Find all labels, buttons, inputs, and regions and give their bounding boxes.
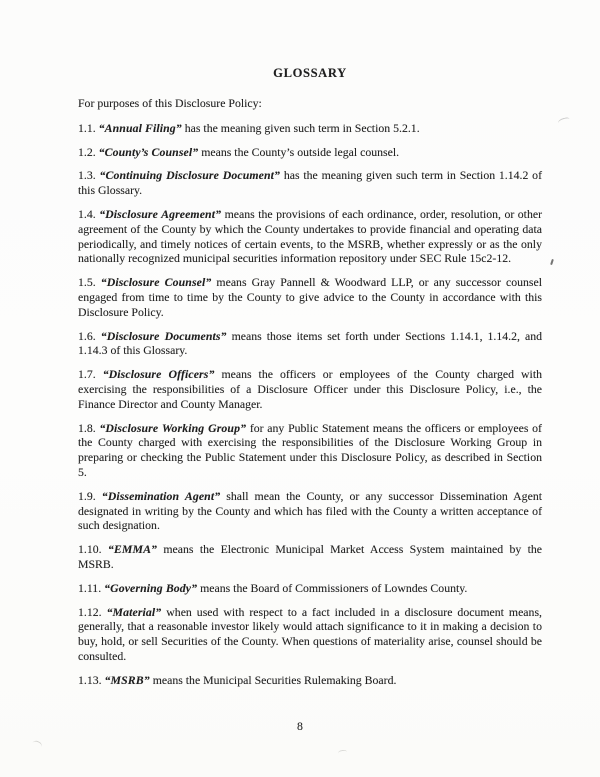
- entry-number: 1.3.: [78, 168, 96, 183]
- entry-term: “County’s Counsel”: [98, 144, 199, 159]
- entry-definition: for any Public Statement means the officers or employees of the County charged with exercising the responsibilities of the Disclosure Working Group in preparing or checking the Public Statement under this Disclosure Policy, as described in Section 5.: [78, 420, 542, 479]
- scan-artifact: [557, 117, 570, 127]
- entry-number: 1.5.: [78, 275, 96, 290]
- entry-term: “Disclosure Working Group”: [99, 420, 247, 435]
- entry-term: “Material”: [106, 604, 162, 619]
- entry-definition: means the County’s outside legal counsel.: [201, 144, 400, 159]
- entry-definition: means the Electronic Municipal Market Access System maintained by the MSRB.: [78, 542, 542, 571]
- entry-term: “Disclosure Agreement”: [99, 206, 222, 221]
- entry-term: “EMMA”: [107, 542, 158, 557]
- glossary-entry: [78, 121, 542, 136]
- glossary-entry: [78, 673, 542, 688]
- entry-definition: means those items set forth under Sections 1.14.1, 1.14.2, and 1.14.3 of this Glossary.: [78, 328, 543, 358]
- entry-number: 1.7.: [78, 367, 96, 382]
- scan-artifact: [550, 259, 554, 265]
- entry-number: 1.10.: [78, 542, 102, 557]
- entry-definition: when used with respect to a fact included in a disclosure document means, generally, that a reasonable investor likely would attach significance to it in making a decision to buy, hold, or sell Securities of the County. When questions of materiality arise, counsel should be consulted.: [78, 604, 542, 663]
- glossary-entries: [78, 121, 542, 688]
- entry-number: 1.6.: [78, 328, 96, 343]
- entry-number: 1.1.: [78, 120, 96, 135]
- glossary-entry: [78, 275, 542, 319]
- entry-number: 1.8.: [78, 420, 96, 435]
- entry-definition: means the Municipal Securities Rulemaking Board.: [152, 672, 397, 687]
- entry-number: 1.11.: [78, 580, 102, 595]
- entry-definition: means the Board of Commissioners of Lowndes County.: [200, 580, 468, 595]
- entry-term: “Dissemination Agent”: [101, 488, 221, 503]
- entry-number: 1.13.: [78, 672, 102, 687]
- entry-term: “Governing Body”: [104, 580, 198, 595]
- scan-artifact: [31, 739, 43, 750]
- scan-artifact: [338, 749, 348, 755]
- entry-term: “MSRB”: [104, 672, 150, 687]
- glossary-entry: [78, 605, 542, 664]
- glossary-entry: [78, 329, 542, 359]
- glossary-entry: [78, 367, 542, 411]
- page-title: GLOSSARY: [273, 66, 347, 80]
- entry-number: 1.4.: [78, 206, 96, 221]
- intro-text: For purposes of this Disclosure Policy:: [78, 96, 262, 110]
- glossary-entry: [78, 489, 542, 533]
- entry-term: “Disclosure Officers”: [102, 367, 215, 382]
- entry-definition: means the officers or employees of the County charged with exercising the responsibilities of a Disclosure Officer under this Disclosure Policy, i.e., the Finance Director and County Manager.: [78, 367, 542, 411]
- entry-definition: means Gray Pannell & Woodward LLP, or any successor counsel engaged from time to time by the County to give advice to the County in accordance with this Disclosure Policy.: [78, 275, 542, 319]
- entry-definition: means the provisions of each ordinance, order, resolution, or other agreement of the County by which the County undertakes to provide financial and operating data periodically, and timely notices of certain events, to the MSRB, whether expressly or as the only nationally recognized municipal securities information repository under SEC Rule 15c2-12.: [78, 206, 543, 266]
- entry-term: “Disclosure Documents”: [100, 328, 227, 343]
- entry-definition: has the meaning given such term in Section 5.2.1.: [184, 120, 420, 135]
- entry-definition: shall mean the County, or any successor Dissemination Agent designated in writing by the County and which has filed with the County a written acceptance of such designation.: [78, 488, 542, 533]
- entry-term: “Annual Filing”: [98, 120, 182, 135]
- glossary-entry: [78, 542, 542, 572]
- entry-number: 1.2.: [78, 144, 96, 159]
- glossary-entry: [78, 581, 542, 596]
- entry-term: “Disclosure Counsel”: [100, 275, 212, 290]
- glossary-entry: [78, 207, 542, 266]
- glossary-entry: [78, 168, 542, 198]
- entry-definition: has the meaning given such term in Section 1.14.2 of this Glossary.: [78, 168, 543, 198]
- entry-number: 1.12.: [78, 604, 102, 619]
- page-number: 8: [297, 719, 303, 734]
- glossary-entry: [78, 145, 542, 160]
- entry-number: 1.9.: [78, 488, 96, 503]
- entry-term: “Continuing Disclosure Document”: [99, 168, 281, 183]
- glossary-entry: [78, 421, 542, 480]
